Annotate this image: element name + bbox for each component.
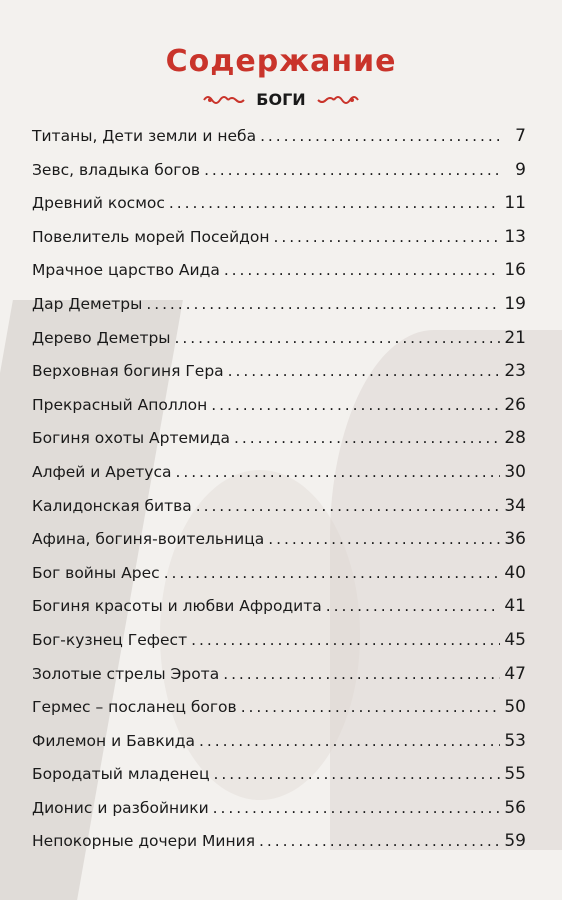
toc-entry-title: Богиня охоты Артемида — [32, 429, 231, 448]
toc-entry-page: 11 — [504, 193, 526, 214]
toc-leader-dots — [224, 261, 500, 279]
toc-leader-dots — [146, 295, 500, 313]
toc-leader-dots — [196, 497, 500, 515]
toc-entry-title: Дар Деметры — [32, 294, 143, 313]
toc-entry-page: 23 — [504, 361, 526, 382]
toc-entry-page: 21 — [504, 327, 526, 348]
toc-entry-title: Бог-кузнец Гефест — [32, 630, 188, 649]
section-header — [0, 90, 562, 109]
toc-entry-page: 13 — [504, 226, 526, 247]
toc-entry-title: Древний космос — [32, 194, 165, 213]
toc-entry-page: 55 — [504, 764, 526, 785]
toc-entry-title: Золотые стрелы Эрота — [32, 664, 220, 683]
toc-entry-title: Зевс, владыка богов — [32, 160, 201, 179]
toc-entry-title: Прекрасный Аполлон — [32, 395, 208, 414]
toc-leader-dots — [164, 564, 500, 582]
toc-entry-page: 45 — [504, 629, 526, 650]
toc-entry-title: Дерево Деметры — [32, 328, 171, 347]
toc-leader-dots — [176, 463, 501, 481]
toc-entry — [32, 731, 526, 765]
toc-entry-page: 30 — [504, 461, 526, 482]
toc-entry-title: Богиня красоты и любви Афродита — [32, 597, 322, 616]
toc-leader-dots — [213, 799, 500, 817]
toc-entry — [32, 227, 526, 261]
toc-leader-dots — [211, 396, 500, 414]
toc-entry — [32, 798, 526, 832]
toc-entry-page: 53 — [504, 730, 526, 751]
toc-entry-title: Бог войны Арес — [32, 563, 160, 582]
page-title: Содержание — [165, 44, 397, 79]
toc-entry-page: 56 — [504, 797, 526, 818]
toc-entry-page: 9 — [515, 159, 526, 180]
ornament-right-icon — [316, 93, 360, 107]
toc-leader-dots — [326, 597, 500, 615]
toc-entry-title: Калидонская битва — [32, 496, 192, 515]
toc-entry-page: 50 — [504, 697, 526, 718]
toc-leader-dots — [223, 665, 500, 683]
toc-entry-title: Дионис и разбойники — [32, 798, 209, 817]
toc-entry — [32, 563, 526, 597]
toc-entry-title: Титаны, Дети земли и неба — [32, 127, 257, 145]
toc-leader-dots — [259, 832, 500, 850]
toc-entry — [32, 428, 526, 462]
toc-entry — [32, 529, 526, 563]
toc-entry — [32, 361, 526, 395]
section-label: БОГИ — [256, 90, 306, 109]
toc-entry — [32, 260, 526, 294]
toc-entry-page: 16 — [504, 260, 526, 281]
toc-leader-dots — [273, 228, 500, 246]
toc-entry-title: Филемон и Бавкида — [32, 731, 196, 750]
toc-entry-page: 26 — [504, 394, 526, 415]
toc-entry — [32, 596, 526, 630]
toc-entry — [32, 462, 526, 496]
toc-entry-title: Афина, богиня-воительница — [32, 530, 265, 549]
toc-entry — [32, 496, 526, 530]
toc-leader-dots — [214, 765, 501, 783]
toc-entry-title: Гермес – посланец богов — [32, 698, 237, 717]
toc-entry-page: 34 — [504, 495, 526, 516]
toc-entry-title: Бородатый младенец — [32, 765, 210, 784]
toc-entry — [32, 160, 526, 194]
toc-entry-page: 41 — [504, 596, 526, 617]
table-of-contents — [32, 126, 526, 865]
toc-entry-title: Верховная богиня Гера — [32, 362, 224, 381]
toc-entry — [32, 328, 526, 362]
toc-leader-dots — [268, 530, 500, 548]
toc-entry — [32, 831, 526, 865]
ornament-left-icon — [202, 93, 246, 107]
toc-entry — [32, 630, 526, 664]
toc-entry — [32, 193, 526, 227]
toc-entry — [32, 697, 526, 731]
toc-leader-dots — [228, 362, 500, 380]
toc-leader-dots — [191, 631, 500, 649]
toc-leader-dots — [234, 429, 500, 447]
toc-entry-page: 7 — [515, 126, 526, 146]
toc-entry-page: 19 — [504, 293, 526, 314]
toc-leader-dots — [260, 127, 500, 145]
toc-entry-page: 36 — [504, 529, 526, 550]
toc-entry — [32, 395, 526, 429]
toc-entry — [32, 664, 526, 698]
toc-entry-page: 47 — [504, 663, 526, 684]
toc-leader-dots — [175, 329, 500, 347]
toc-entry-page: 59 — [504, 831, 526, 852]
toc-entry-title: Непокорные дочери Миния — [32, 832, 256, 851]
toc-entry-title: Алфей и Аретуса — [32, 462, 172, 481]
toc-leader-dots — [199, 732, 500, 750]
toc-leader-dots — [241, 698, 500, 716]
toc-leader-dots — [204, 161, 500, 179]
toc-entry-title: Повелитель морей Посейдон — [32, 227, 270, 246]
toc-entry-title: Мрачное царство Аида — [32, 261, 220, 280]
toc-entry — [32, 294, 526, 328]
toc-leader-dots — [169, 194, 500, 212]
toc-entry-page: 28 — [504, 428, 526, 449]
toc-entry — [32, 764, 526, 798]
toc-entry-page: 40 — [504, 562, 526, 583]
toc-entry — [32, 126, 526, 160]
